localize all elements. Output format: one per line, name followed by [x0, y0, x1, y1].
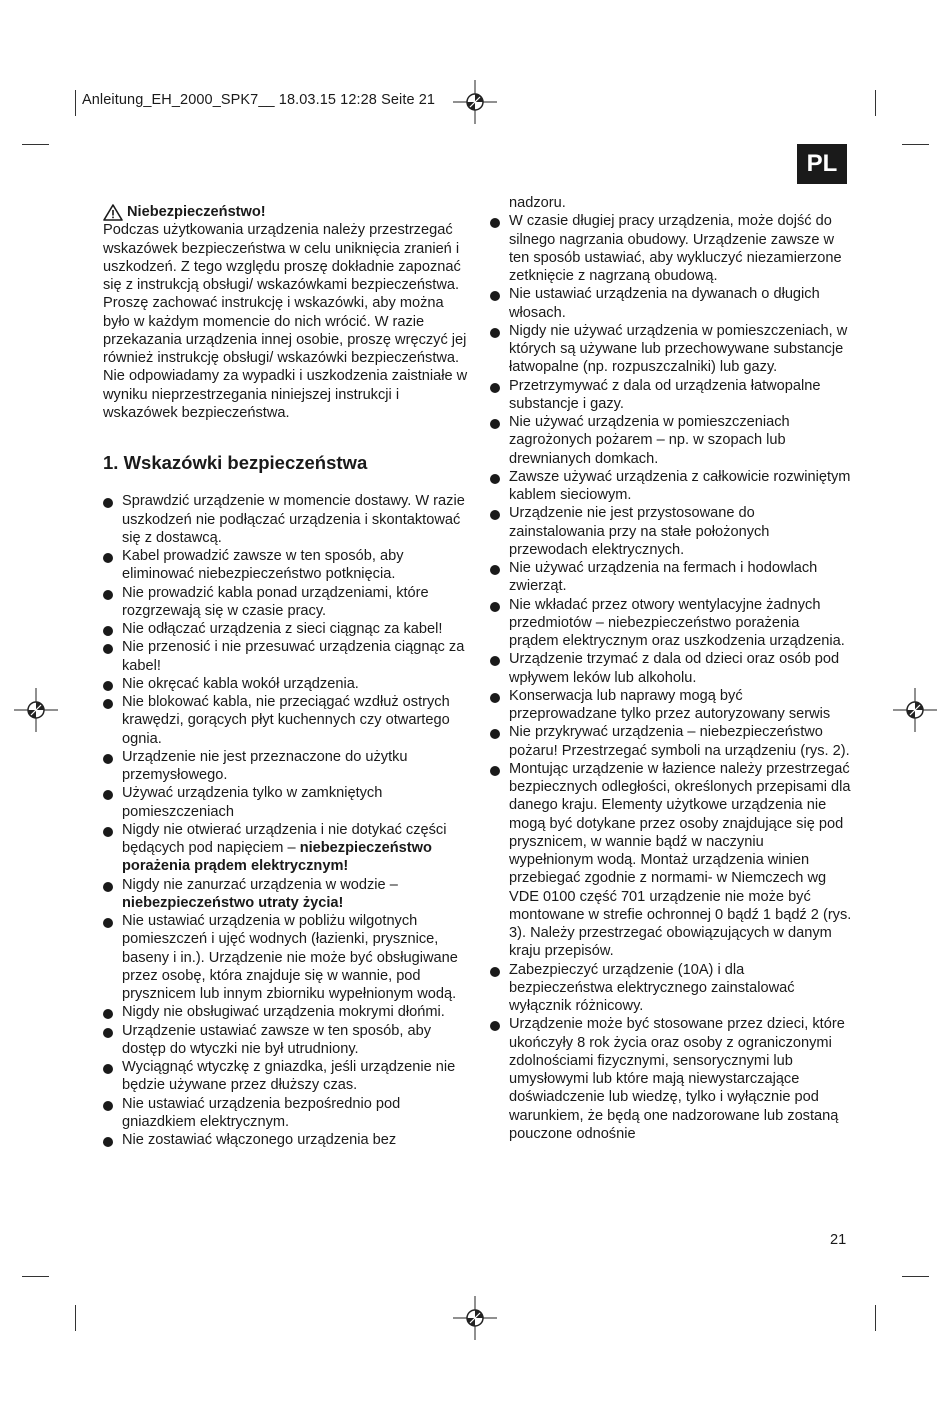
registration-mark-icon: [453, 1296, 497, 1340]
section-title: 1. Wskazówki bezpieczeństwa: [103, 452, 368, 473]
safety-list-left: [103, 492, 471, 1149]
list-item: Urządzenie trzymać z dala od dzieci oraz osób pod wpływem leków lub alkoholu.: [490, 650, 852, 687]
print-slug-header: Anleitung_EH_2000_SPK7__ 18.03.15 12:28 Seite 21: [82, 92, 436, 108]
list-item-text: Nigdy nie otwierać urządzenia i nie dotykać części będących pod napięciem –: [122, 821, 447, 856]
list-item: Nie ustawiać urządzenia bezpośrednio pod gniazdkiem elektrycznym.: [103, 1095, 471, 1132]
crop-mark: [75, 1305, 76, 1331]
list-item: Nie używać urządzenia w pomieszczeniach zagrożonych pożarem – np. w szopach lub drewnianych domkach.: [490, 413, 852, 468]
list-item: Montując urządzenie w łazience należy przestrzegać bezpiecznych odległości, określonych przepisami dla danego kraju. Elementy użytkowe urządzenia nie mogą być dotykane przez osoby znajdujące się pod prysznicem, w wannie bądź w naczyniu wypełnionym wodą. Montaż urządzenia winien przebiegać zgodnie z normami- w Niemczech wg VDE 0100 część 701 urządzenie nie może być montowane w strefie ochronnej 0 bądź 1 bądź 2 (rys. 3). Należy przestrzegać obowiązujących w danym kraju przepisów.: [490, 760, 852, 961]
crop-mark: [875, 90, 876, 116]
list-item: Nie odłączać urządzenia z sieci ciągnąc za kabel!: [103, 620, 471, 638]
crop-mark: [22, 144, 49, 145]
crop-mark: [875, 1305, 876, 1331]
list-item: Urządzenie nie jest przeznaczone do użytku przemysłowego.: [103, 748, 471, 785]
list-item: Nie zostawiać włączonego urządzenia bez: [103, 1131, 471, 1149]
list-item: Nie ustawiać urządzenia w pobliżu wilgotnych pomieszczeń i ujęć wodnych (łazienki, prysznice, baseny i in.). Urządzenie nie może być obsługiwane przez osobę, która znajduje się w wannie, pod prysznicem lub innym zbiorniku wypełnionym wodą.: [103, 912, 471, 1003]
list-item: Nie ustawiać urządzenia na dywanach o długich włosach.: [490, 285, 852, 322]
list-item: Nie wkładać przez otwory wentylacyjne żadnych przedmiotów – niebezpieczeństwo porażenia prądem elektrycznym oraz uszkodzenia urządzenia.: [490, 596, 852, 651]
language-badge: PL: [797, 144, 847, 184]
list-item: Nigdy nie obsługiwać urządzenia mokrymi dłońmi.: [103, 1003, 471, 1021]
right-column: [490, 194, 852, 1143]
left-column: [103, 203, 471, 1149]
list-item: Urządzenie ustawiać zawsze w ten sposób, aby dostęp do wtyczki nie był utrudniony.: [103, 1022, 471, 1059]
crop-mark: [902, 144, 929, 145]
list-item: Nigdy nie używać urządzenia w pomieszczeniach, w których są używane lub przechowywane substancje łatwopalne (np. rozpuszczalniki) lub gazy.: [490, 322, 852, 377]
warning-title: Niebezpieczeństwo!: [127, 204, 266, 220]
list-item-text: Nigdy nie zanurzać urządzenia w wodzie –: [122, 876, 398, 893]
list-item: Urządzenie nie jest przystosowane do zainstalowania przy na stałe położonych przewodach elektrycznych.: [490, 504, 852, 559]
list-item: Kabel prowadzić zawsze w ten sposób, aby eliminować niebezpieczeństwo potknięcia.: [103, 547, 471, 584]
list-item: Wyciągnąć wtyczkę z gniazdka, jeśli urządzenie nie będzie używane przez dłuższy czas.: [103, 1058, 471, 1095]
crop-mark: [75, 90, 76, 116]
list-item: Zabezpieczyć urządzenie (10A) i dla bezpieczeństwa elektrycznego zainstalować wyłącznik różnicowy.: [490, 961, 852, 1016]
page-number: 21: [830, 1232, 847, 1248]
list-item: W czasie długiej pracy urządzenia, może dojść do silnego nagrzania obudowy. Urządzenie zawsze w ten sposób ustawiać, aby wykluczyć niezamierzone zetknięcie z nagrzaną obudową.: [490, 212, 852, 285]
registration-mark-icon: [893, 688, 937, 732]
list-item: Nie prowadzić kabla ponad urządzeniami, które rozgrzewają się w czasie pracy.: [103, 584, 471, 621]
warning-triangle-icon: [103, 204, 123, 221]
list-item: Sprawdzić urządzenie w momencie dostawy. W razie uszkodzeń nie podłączać urządzenia i skontaktować się z dostawcą.: [103, 492, 471, 547]
list-item-bold-warning: niebezpieczeństwo porażenia prądem elektrycznym!: [122, 840, 432, 875]
list-item: Przetrzymywać z dala od urządzenia łatwopalne substancje i gazy.: [490, 377, 852, 414]
list-item: Używać urządzenia tylko w zamkniętych pomieszczeniach: [103, 784, 471, 821]
registration-mark-icon: [14, 688, 58, 732]
crop-mark: [22, 1276, 49, 1277]
list-item: Nie przenosić i nie przesuwać urządzenia ciągnąc za kabel!: [103, 638, 471, 675]
list-item: Nie okręcać kabla wokół urządzenia.: [103, 675, 471, 693]
list-item: Nie używać urządzenia na fermach i hodowlach zwierząt.: [490, 559, 852, 596]
list-item: Nie przykrywać urządzenia – niebezpieczeństwo pożaru! Przestrzegać symboli na urządzeniu (rys. 2).: [490, 723, 852, 760]
warning-heading: [103, 203, 471, 221]
crop-mark: [902, 1276, 929, 1277]
list-item: Zawsze używać urządzenia z całkowicie rozwiniętym kablem sieciowym.: [490, 468, 852, 505]
warning-text: Podczas użytkowania urządzenia należy przestrzegać wskazówek bezpieczeństwa w celu uniknięcia zranień i uszkodzeń. Z tego względu proszę dokładnie zapoznać się z instrukcją obsługi/ wskazówkami bezpieczeństwa. Proszę zachować instrukcję i wskazówki, aby można było w każdym momencie do nich wrócić. W razie przekazania urządzenia innej osobie, proszę wręczyć jej również instrukcję obsługi/ wskazówki bezpieczeństwa. Nie odpowiadamy za wypadki i uszkodzenia zaistniałe w wyniku nieprzestrzegania niniejszej instrukcji i wskazówek bezpieczeństwa.: [103, 222, 468, 421]
list-item-continuation: nadzoru.: [509, 195, 566, 211]
registration-mark-icon: [453, 80, 497, 124]
list-item: [103, 876, 471, 913]
list-item-bold-warning: niebezpieczeństwo utraty życia!: [122, 894, 344, 911]
list-item: Urządzenie może być stosowane przez dzieci, które ukończyły 8 rok życia oraz osoby z ograniczonymi zdolnościami fizycznymi, sensorycznymi lub umysłowymi lub które mają niewystarczające doświadczenie lub wiedzę, tylko i wyłącznie pod warunkiem, że będą one nadzorowane lub zostaną pouczone odnośnie: [490, 1015, 852, 1143]
safety-list-right: [490, 194, 852, 1143]
list-item: Nie blokować kabla, nie przeciągać wzdłuż ostrych krawędzi, gorących płyt kuchennych czy otwartego ognia.: [103, 693, 471, 748]
list-item: Konserwacja lub naprawy mogą być przeprowadzane tylko przez autoryzowany serwis: [490, 687, 852, 724]
list-item: [103, 821, 471, 876]
